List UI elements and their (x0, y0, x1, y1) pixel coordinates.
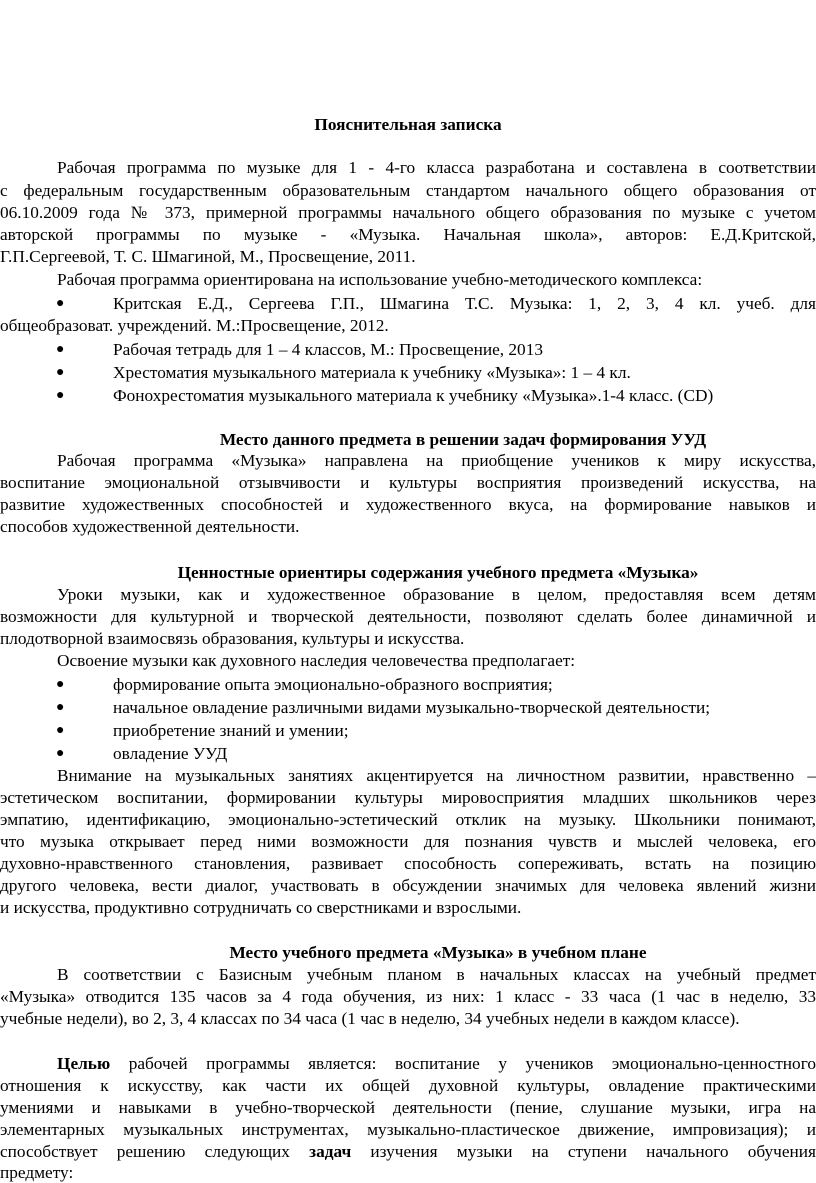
text-line: и искусства, продуктивно сотрудничать со сверстниками и взрослыми. (0, 898, 522, 917)
text-line: воспитание эмоциональной отзывчивости и культуры восприятия произведений искусства, на (0, 473, 816, 492)
text-line: другого человека, вести диалог, участвовать в обсуждении значимых для человека явлений жизни (0, 876, 816, 895)
tasks-term: задач (309, 1142, 352, 1161)
text-span: рабочей программы является: воспитание у учеников эмоционально-ценностного (110, 1054, 816, 1073)
text-line: элементарных музыкальных инструментах, музыкально-пластическое движение, импровизация); и (0, 1120, 816, 1139)
paragraph-mastering-intro: Освоение музыки как духовного наследия человечества предполагает: (57, 651, 576, 670)
bullet-icon: ● (56, 296, 65, 311)
paragraph-umk-intro: Рабочая программа ориентирована на использование учебно-методического комплекса: (57, 270, 703, 289)
list-item-text: приобретение знаний и умении; (113, 721, 349, 740)
list-item-continuation: общеобразоват. учреждений. М.:Просвещение, 2012. (0, 316, 389, 335)
text-line: Уроки музыки, как и художественное образование в целом, предоставляя всем детям (57, 585, 816, 604)
list-item-text: формирование опыта эмоционально-образного восприятия; (113, 675, 553, 694)
bullet-icon: ● (56, 700, 65, 715)
text-span: изучения музыки на ступени начального обучения (351, 1142, 816, 1161)
text-line: плодотворной взаимосвязь образования, культуры и искусства. (0, 629, 465, 648)
text-line: Внимание на музыкальных занятиях акцентируется на личностном развитии, нравственно – (57, 766, 816, 785)
text-line: способов художественной деятельности. (0, 517, 300, 536)
text-line: Рабочая программа «Музыка» направлена на приобщение учеников к миру искусства, (57, 451, 816, 470)
list-item-text: Рабочая тетрадь для 1 – 4 классов, М.: Просвещение, 2013 (113, 340, 543, 359)
text-line: В соответствии с Базисным учебным планом в начальных классах на учебный предмет (57, 965, 816, 984)
text-line: отношения к искусству, как части их общей духовной культуры, овладение практическими (0, 1076, 816, 1095)
text-span: способствует решению следующих (0, 1142, 310, 1161)
text-line: учебные недели), во 2, 3, 4 классах по 34 часа (1 час в неделю, 34 учебных недели в каждом классе). (0, 1009, 740, 1028)
list-item-text: овладение УУД (113, 744, 228, 763)
text-line: Рабочая программа по музыке для 1 - 4-го класса разработана и составлена в соответствии (57, 158, 816, 177)
text-line: развитие художественных способностей и художественного вкуса, на формирование навыков и (0, 495, 816, 514)
list-item-text: Фонохрестоматия музыкального материала к учебнику «Музыка».1-4 класс. (CD) (113, 386, 714, 405)
heading-subject-place: Место данного предмета в решении задач формирования УУД (219, 430, 707, 449)
text-line: возможности для культурной и творческой деятельности, позволяют сделать более динамичной и (0, 607, 816, 626)
goal-term: Целью (57, 1054, 111, 1073)
heading-curriculum-place: Место учебного предмета «Музыка» в учебном плане (229, 943, 647, 962)
text-line: эмпатию, идентификацию, эмоционально-эстетический отклик на музыку. Школьники понимают, (0, 810, 816, 829)
bullet-icon: ● (56, 746, 65, 761)
text-line: авторской программы по музыке - «Музыка. Начальная школа», авторов: Е.Д.Критской, (0, 225, 816, 244)
bullet-icon: ● (56, 365, 65, 380)
list-item-text: начальное овладение различными видами музыкально-творческой деятельности; (113, 698, 711, 717)
list-item-text: Критская Е.Д., Сергеева Г.П., Шмагина Т.С. Музыка: 1, 2, 3, 4 кл. учеб. для (113, 294, 816, 313)
text-line: с федеральным государственным образовательным стандартом начального общего образования от (0, 181, 816, 200)
text-line: предмету: (0, 1163, 74, 1182)
text-line: умениями и навыками в учебно-творческой деятельности (пение, слушание музыки, игра на (0, 1098, 816, 1117)
text-line (0, 1053, 816, 1074)
text-line: что музыка открывает перед ними возможности для познания чувств и мыслей человека, его (0, 832, 816, 851)
bullet-icon: ● (56, 677, 65, 692)
bullet-icon: ● (56, 388, 65, 403)
heading-explanatory-note: Пояснительная записка (314, 115, 502, 134)
text-line: Г.П.Сергеевой, Т. С. Шмагиной, М., Просвещение, 2011. (0, 247, 416, 266)
text-line: «Музыка» отводится 135 часов за 4 года обучения, из них: 1 класс - 33 часа (1 час в неделю, 33 (0, 987, 816, 1006)
text-line: эстетическом воспитании, формировании культуры мировосприятия младших школьников через (0, 788, 816, 807)
text-line (0, 1141, 816, 1162)
text-line: 06.10.2009 года № 373, примерной программы начального общего образования по музыке с учетом (0, 203, 816, 222)
bullet-icon: ● (56, 342, 65, 357)
text-line: духовно-нравственного становления, развивает способность сопереживать, встать на позицию (0, 854, 816, 873)
bullet-icon: ● (56, 723, 65, 738)
heading-value-orientations: Ценностные ориентиры содержания учебного предмета «Музыка» (177, 563, 699, 582)
list-item-text: Хрестоматия музыкального материала к учебнику «Музыка»: 1 – 4 кл. (113, 363, 631, 382)
